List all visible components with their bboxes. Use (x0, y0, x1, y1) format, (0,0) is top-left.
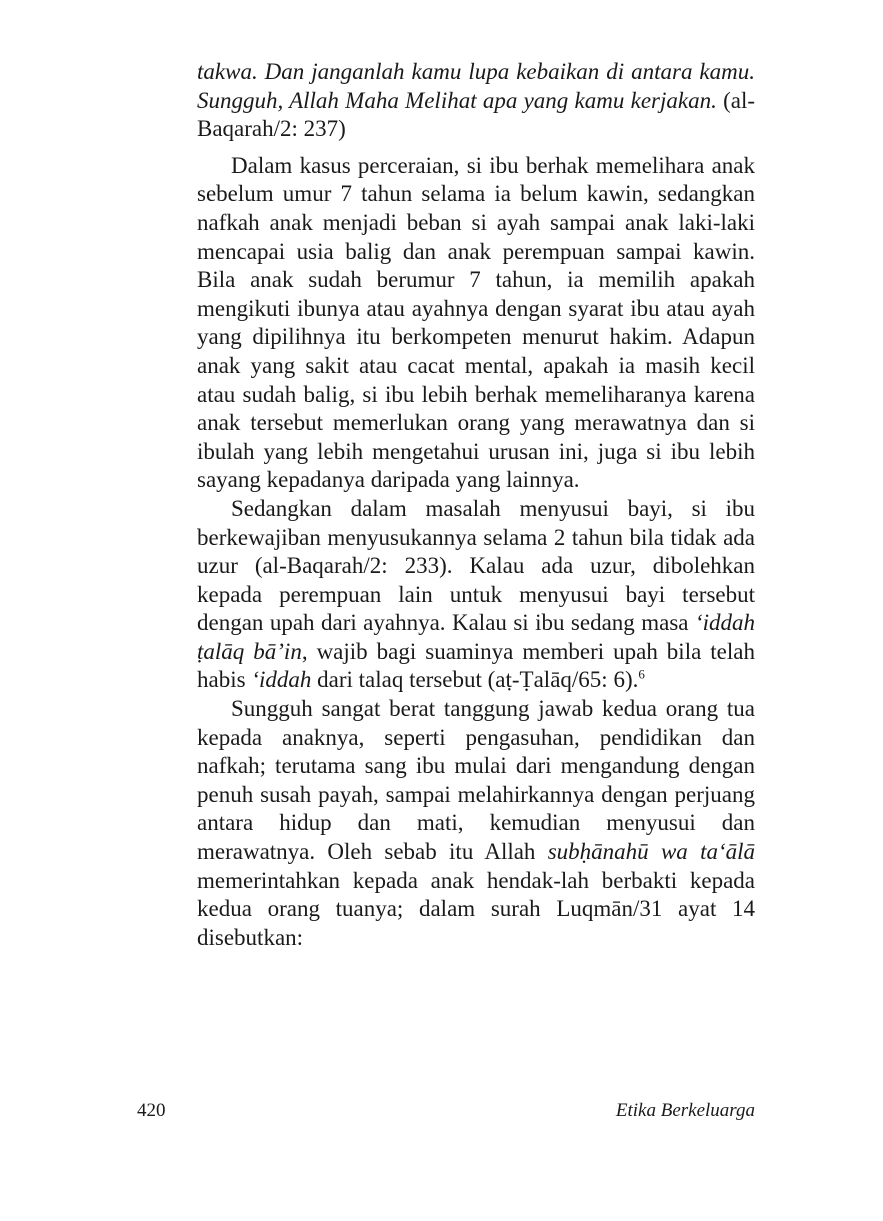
quote-reference: (al-Baqarah/2: 237) (197, 87, 755, 142)
quote-translation: takwa. Dan janganlah kamu lupa kebaikan di antara kamu. Sungguh, Allah Maha Melihat apa yang kamu kerjakan. (197, 59, 755, 113)
paragraph-text: , wajib bagi suaminya memberi upah bila telah habis (197, 638, 755, 693)
footnote-marker[interactable]: 6 (638, 666, 645, 682)
paragraph-divorce-custody (197, 152, 755, 495)
arabic-term-iddah: ‘iddah (251, 667, 312, 693)
paragraph-text: Sedangkan dalam masalah menyusui bayi, si ibu berkewajiban menyusukannya selama 2 tahun bila tidak ada uzur (al-Baqarah/2: 233). Kalau ada uzur, dibolehkan kepada perempuan lain untuk menyusui bayi tersebut dengan upah dari ayahnya. Kalau si ibu sedang masa (197, 495, 755, 636)
page-number: 420 (137, 1100, 166, 1121)
page-footer (137, 1100, 755, 1130)
paragraph-text: Dalam kasus perceraian, si ibu berhak memelihara anak sebelum umur 7 tahun selama ia belum kawin, sedangkan nafkah anak menjadi beban si ayah sampai anak laki-laki mencapai usia balig dan anak perempuan sampai kawin. Bila anak sudah berumur 7 tahun, ia memilih apakah mengikuti ibunya atau ayahnya dengan syarat ibu atau ayah yang dipilihnya itu berkompeten menurut hakim. Adapun anak yang sakit atau cacat mental, apakah ia masih kecil atau sudah balig, si ibu lebih berhak memeliharanya karena anak tersebut memerlukan orang yang merawatnya dan si ibulah yang lebih mengetahui urusan ini, juga si ibu lebih sayang kepadanya daripada yang lainnya. (197, 152, 755, 493)
paragraph-quote-end (197, 58, 755, 144)
paragraph-breastfeeding (197, 495, 755, 695)
arabic-term-subhanahu: subḥānahū wa ta‘ālā (547, 839, 756, 865)
arabic-term-iddah-talaq: ‘iddah ṭalāq bā’in (197, 610, 755, 664)
running-title: Etika Berkeluarga (615, 1100, 755, 1121)
paragraph-text: dari talaq tersebut (aṭ-Ṭalāq/65: 6). (311, 667, 639, 693)
paragraph-text: Sungguh sangat berat tanggung jawab kedua orang tua kepada anaknya, seperti pengasuhan, pendidikan dan nafkah; terutama sang ibu mulai dari mengandung dengan penuh susah payah, sampai melahirkannya dengan perjuang antara hidup dan mati, kemudian menyusui dan merawatnya. Oleh sebab itu Allah (197, 696, 755, 865)
paragraph-text: memerintahkan kepada anak hendak-lah berbakti kepada kedua orang tuanya; dalam surah Luqmān/31 ayat 14 disebutkan: (197, 867, 755, 950)
paragraph-parents-responsibility (197, 695, 755, 952)
body-text (197, 58, 755, 952)
